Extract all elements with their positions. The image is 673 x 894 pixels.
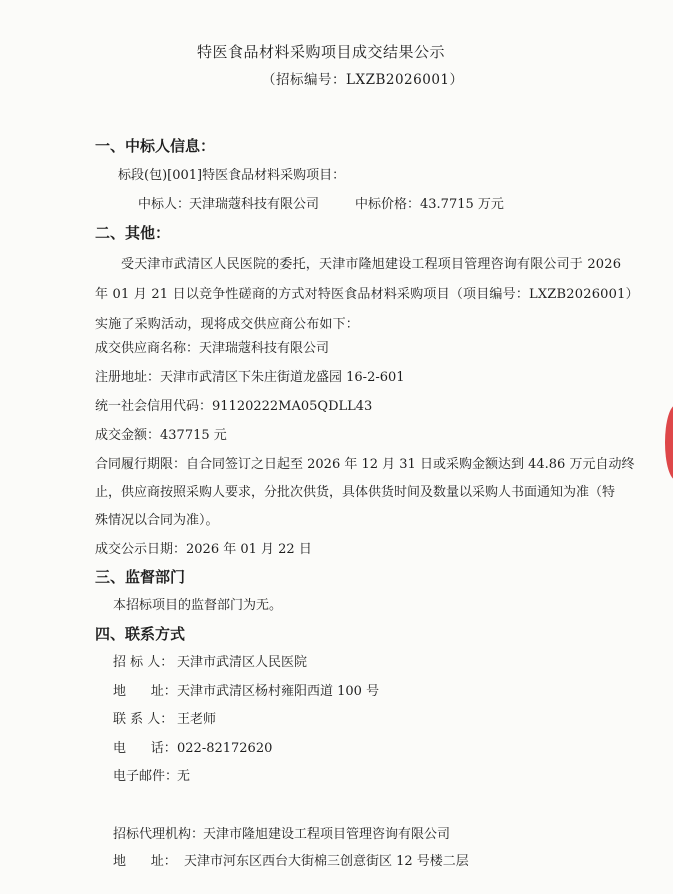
buyer-value: 天津市武清区人民医院	[177, 655, 308, 670]
email-label: 电子邮件：	[113, 769, 179, 784]
contact-label: 联 系 人：	[113, 712, 174, 727]
commission-paragraph: 受天津市武清区人民医院的委托，天津市隆旭建设工程项目管理咨询有限公司于 2026 年 01 月 21 日以竞争性磋商的方式对特医食品材料采购项目（项目编号：LXZB2026001）实施了采购活动，现将成交供应商公布如下：	[95, 257, 633, 332]
contract-period-line-2: 止，供应商按照采购人要求，分批次供货，具体供货时间及数量以采购人书面通知为准（特	[95, 485, 616, 500]
agency-label: 招标代理机构：	[113, 827, 205, 842]
buyer-label: 招 标 人：	[113, 655, 174, 670]
phone-label: 电 话：	[113, 741, 177, 756]
agency-value: 天津市隆旭建设工程项目管理咨询有限公司	[203, 827, 451, 842]
credit-code: 统一社会信用代码：91120222MA05QDLL43	[95, 399, 373, 414]
contract-period-line-3: 殊情况以合同为准）。	[95, 513, 219, 528]
section-heading-other: 二、其他：	[95, 224, 171, 242]
deal-amount: 成交金额：437715 元	[95, 428, 227, 443]
document-title: 特医食品材料采购项目成交结果公示	[197, 43, 446, 61]
lot-line: 标段(包)[001]特医食品材料采购项目：	[118, 168, 346, 183]
buyer-address-label: 地 址：	[113, 684, 177, 699]
winner-label: 中标人：	[138, 197, 191, 212]
price-value: 43.7715 万元	[420, 197, 504, 212]
contact-value: 王老师	[177, 712, 217, 727]
phone-value: 022-82172620	[177, 741, 273, 756]
email-value: 无	[177, 769, 191, 784]
supervision-text: 本招标项目的监督部门为无。	[113, 598, 283, 613]
agency-address-value: 天津市河东区西台大街棉三创意街区 12 号楼二层	[184, 854, 469, 869]
seal-stamp-edge	[665, 405, 673, 480]
registered-address: 注册地址：天津市武清区下朱庄街道龙盛园 16-2-601	[95, 370, 405, 385]
contract-period-line-1: 合同履行期限：自合同签订之日起至 2026 年 12 月 31 日或采购金额达到 44.86 万元自动终	[95, 457, 635, 472]
document-subtitle: （招标编号：LXZB2026001）	[262, 72, 464, 88]
publish-date: 成交公示日期：2026 年 01 月 22 日	[95, 542, 312, 557]
agency-address-label: 地 址：	[113, 854, 177, 869]
price-label: 中标价格：	[355, 197, 421, 212]
winner-value: 天津瑞蔻科技有限公司	[189, 197, 320, 212]
buyer-address-value: 天津市武清区杨村雍阳西道 100 号	[177, 684, 380, 699]
section-heading-winner: 一、中标人信息：	[95, 137, 216, 155]
section-heading-supervision: 三、监督部门	[95, 568, 186, 586]
supplier-name: 成交供应商名称：天津瑞蔻科技有限公司	[95, 341, 330, 356]
section-heading-contact: 四、联系方式	[95, 625, 186, 643]
